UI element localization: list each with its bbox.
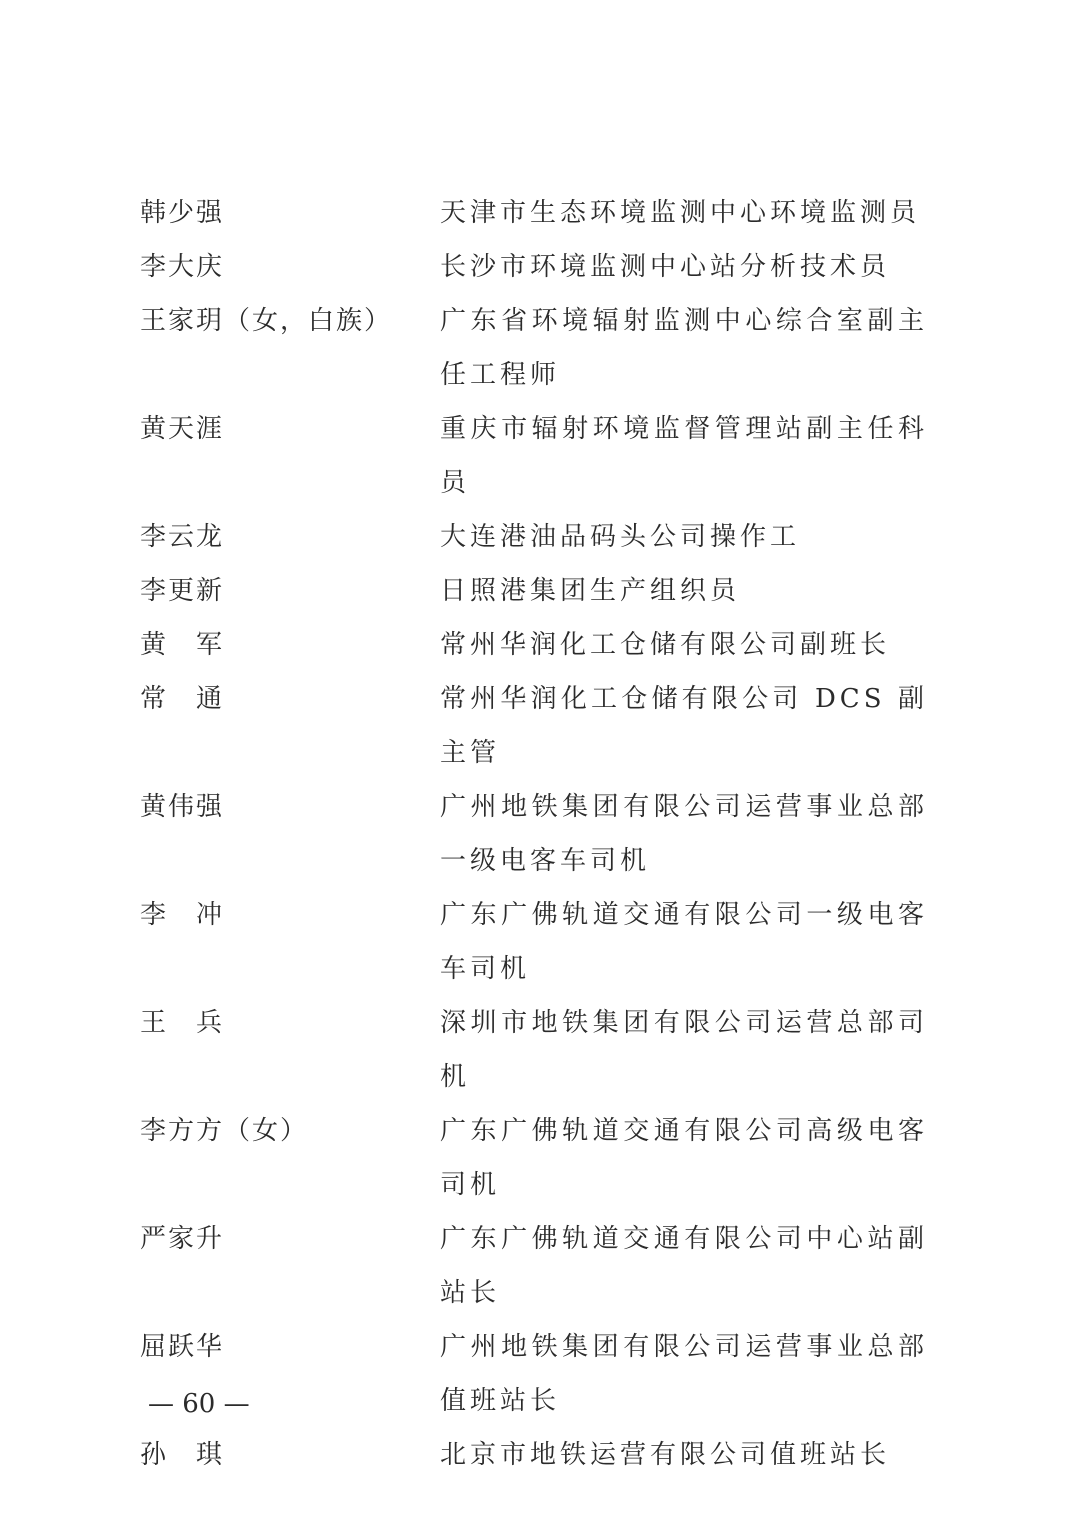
person-name: 李方方（女） [140, 1116, 309, 1146]
list-item [140, 402, 940, 510]
person-title: 常州华润化工仓储有限公司副班长 [440, 630, 891, 660]
list-item [140, 1320, 940, 1428]
person-title: 深圳市地铁集团有限公司运营总部司机 [440, 1008, 928, 1092]
person-title: 重庆市辐射环境监督管理站副主任科员 [440, 414, 928, 498]
person-name: 严家升 [140, 1224, 225, 1254]
list-item [140, 186, 940, 240]
person-title: 广州地铁集团有限公司运营事业总部一级电客车司机 [440, 792, 928, 876]
person-name: 王家玥（女，白族） [140, 306, 393, 336]
person-title: 日照港集团生产组织员 [440, 576, 741, 606]
person-title: 北京市地铁运营有限公司值班站长 [440, 1440, 891, 1470]
list-item [140, 1212, 940, 1320]
person-title: 广东省环境辐射监测中心综合室副主任工程师 [440, 306, 928, 390]
person-name: 韩少强 [140, 198, 225, 228]
person-title: 长沙市环境监测中心站分析技术员 [440, 252, 891, 282]
list-item [140, 510, 940, 564]
list-item [140, 1104, 940, 1212]
list-item [140, 996, 940, 1104]
list-item [140, 294, 940, 402]
person-name: 黄天涯 [140, 414, 225, 444]
list-item [140, 672, 940, 780]
list-item [140, 618, 940, 672]
page-number: — 60 — [148, 1389, 250, 1419]
person-name: 李云龙 [140, 522, 225, 552]
list-item [140, 780, 940, 888]
person-name: 王 兵 [140, 1008, 225, 1038]
person-title: 广州地铁集团有限公司运营事业总部值班站长 [440, 1332, 928, 1416]
person-name: 李大庆 [140, 252, 225, 282]
person-title: 常州华润化工仓储有限公司 DCS 副主管 [440, 684, 928, 768]
list-item [140, 240, 940, 294]
person-name: 黄 军 [140, 630, 225, 660]
list-item [140, 1428, 940, 1482]
person-name: 屈跃华 [140, 1332, 225, 1362]
person-name: 李 冲 [140, 900, 225, 930]
person-title: 广东广佛轨道交通有限公司一级电客车司机 [440, 900, 928, 984]
person-name: 黄伟强 [140, 792, 225, 822]
person-name: 李更新 [140, 576, 225, 606]
person-name: 常 通 [140, 684, 225, 714]
person-title: 广东广佛轨道交通有限公司高级电客司机 [440, 1116, 928, 1200]
name-list [140, 186, 940, 1482]
person-name: 孙 琪 [140, 1440, 225, 1470]
list-item [140, 564, 940, 618]
person-title: 大连港油品码头公司操作工 [440, 522, 801, 552]
person-title: 天津市生态环境监测中心环境监测员 [440, 198, 921, 228]
list-item [140, 888, 940, 996]
person-title: 广东广佛轨道交通有限公司中心站副站长 [440, 1224, 928, 1308]
